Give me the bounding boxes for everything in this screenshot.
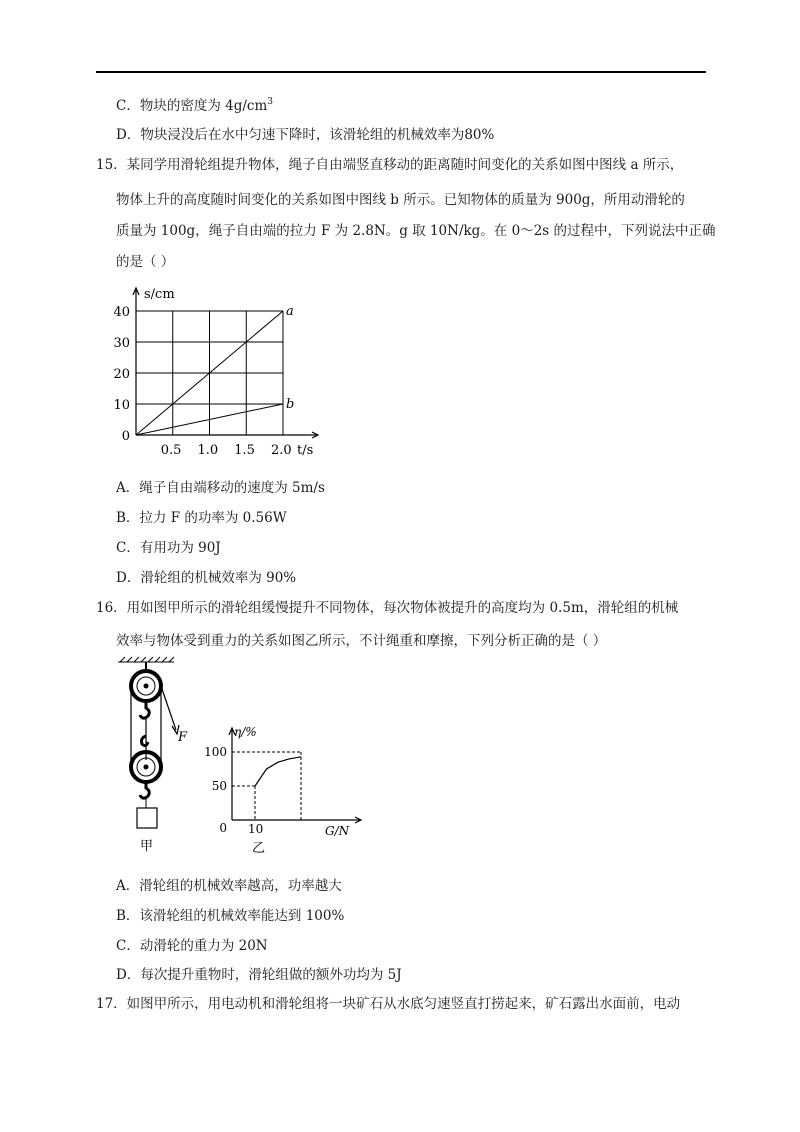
c1-x-tick-label: 0.5 bbox=[160, 443, 182, 458]
q17-line-1: 17．如图甲所示，用电动机和滑轮组将一块矿石从水底匀速竖直打捞起来，矿石露出水面前，电动 bbox=[96, 996, 681, 1012]
pulley-figure bbox=[112, 656, 207, 856]
fig-yi-label: 乙 bbox=[252, 841, 266, 856]
q16-option-a: A．滑轮组的机械效率越高，功率越大 bbox=[116, 878, 342, 894]
c2-guide-lines bbox=[232, 752, 301, 820]
free-rope bbox=[161, 686, 176, 730]
c1-x-tick-label: 2.0 bbox=[271, 443, 292, 458]
q16-line-2: 效率与物体受到重力的关系如图乙所示，不计绳重和摩擦，下列分析正确的是（ ） bbox=[116, 633, 607, 649]
ceiling-hatch bbox=[118, 657, 174, 662]
fig-jia-label: 甲 bbox=[140, 839, 154, 854]
c1-x-tick-label: 1.0 bbox=[197, 443, 219, 458]
c1-x-tick-label: 1.5 bbox=[234, 443, 255, 458]
c1-series-label-b: b bbox=[286, 397, 295, 412]
q16-efficiency-chart bbox=[200, 720, 380, 860]
option-d-prev: D．物块浸没后在水中匀速下降时，该滑轮组的机械效率为80% bbox=[116, 127, 495, 143]
c2-x-axis-label: G/N bbox=[325, 824, 350, 838]
q15-st-chart bbox=[112, 282, 332, 462]
c2-y-axis-label: η/% bbox=[234, 725, 257, 739]
q15-line-1: 15．某同学用滑轮组提升物体，绳子自由端竖直移动的距离随时间变化的关系如图中图线 a 所示， bbox=[96, 157, 684, 173]
option-c-prev: C．物块的密度为 $4g/cm^3$ bbox=[116, 97, 273, 114]
q15-line-3: 质量为 100g，绳子自由端的拉力 F 为 2.8N。g 取 10N/kg。在 0～2s 的过程中，下列说法中正确 bbox=[116, 223, 716, 239]
q16-option-c: C．动滑轮的重力为 20N bbox=[116, 938, 268, 954]
q16-option-b: B．该滑轮组的机械效率能达到 100% bbox=[116, 908, 345, 924]
c2-x-tick-label: 10 bbox=[248, 822, 264, 836]
c1-y-axis-label: s/cm bbox=[144, 287, 175, 302]
c2-y-tick-label: 100 bbox=[204, 745, 227, 759]
load-block bbox=[137, 808, 157, 828]
q15-option-a: A．绳子自由端移动的速度为 5m/s bbox=[116, 480, 325, 496]
moving-hook-top bbox=[142, 736, 149, 746]
c1-x-axis-label: t/s bbox=[297, 443, 314, 458]
q15-option-b: B．拉力 F 的功率为 0.56W bbox=[116, 510, 287, 526]
q15-option-d: D．滑轮组的机械效率为 90% bbox=[116, 570, 297, 586]
fixed-pulley bbox=[131, 671, 161, 701]
c1-y-tick-label: 40 bbox=[113, 305, 130, 320]
c2-axes bbox=[229, 728, 361, 823]
fixed-hook bbox=[140, 701, 149, 718]
q15-line-4: 的是（ ） bbox=[116, 254, 175, 270]
moving-hook-bottom bbox=[140, 782, 149, 798]
c2-y-tick-label: 0 bbox=[219, 821, 227, 835]
q15-line-2: 物体上升的高度随时间变化的关系如图中图线 b 所示。已知物体的质量为 900g，所用动滑轮的 bbox=[116, 192, 685, 208]
q16-option-d: D．每次提升重物时，滑轮组做的额外功均为 5J bbox=[116, 967, 402, 983]
c1-y-tick-label: 10 bbox=[113, 398, 130, 413]
header-rule bbox=[96, 71, 706, 73]
q15-option-c: C．有用功为 90J bbox=[116, 540, 221, 556]
c1-y-tick-label: 20 bbox=[113, 367, 130, 382]
force-label: F bbox=[178, 730, 188, 745]
c2-efficiency-curve bbox=[255, 757, 301, 786]
q16-line-1: 16．用如图甲所示的滑轮组缓慢提升不同物体，每次物体被提升的高度均为 0.5m，滑轮组的机械 bbox=[96, 600, 679, 616]
c2-y-tick-label: 50 bbox=[211, 779, 227, 793]
c1-y-tick-label: 0 bbox=[121, 429, 130, 444]
c1-series-label-a: a bbox=[286, 304, 294, 319]
c1-y-tick-label: 30 bbox=[113, 336, 130, 351]
